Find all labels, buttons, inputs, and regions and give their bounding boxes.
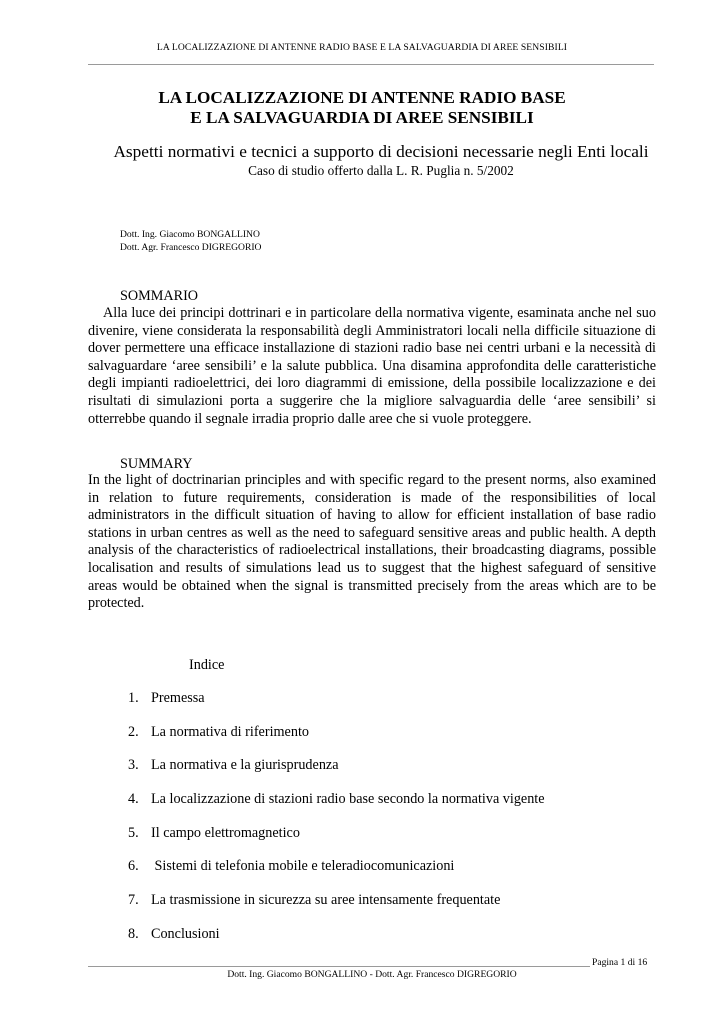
author-2: Dott. Agr. Francesco DIGREGORIO — [120, 241, 262, 253]
table-of-contents — [128, 690, 545, 960]
document-subtitle: Aspetti normativi e tecnici a supporto di decisioni necessarie negli Enti locali — [113, 142, 649, 161]
running-header: LA LOCALIZZAZIONE DI ANTENNE RADIO BASE E LA SALVAGUARDIA DI AREE SENSIBILI — [156, 42, 568, 53]
toc-item — [128, 690, 545, 724]
document-title — [0, 88, 724, 128]
toc-item — [128, 825, 545, 859]
toc-item-number: 7. — [128, 892, 139, 909]
summary-text: In the light of doctrinarian principles and with specific regard to the present norms, also examined in relation to future requirements, consideration is made of the responsibilities of local administrators in the difficult situation of having to allow for efficient installation of base radio stations in urban centres as well as the need to safeguard sensitive areas and public health. A depth analysis of the characteristics of radioelectrical installations, their broadcasting diagrams, possible localisation and results of simulations lead us to suggest that the highest safeguard of sensitive areas would be obtained when the signal is transmitted precisely from the areas which are to be protected. — [88, 472, 656, 612]
toc-item-label: La localizzazione di stazioni radio base secondo la normativa vigente — [151, 791, 545, 808]
header-divider — [88, 64, 654, 65]
case-study-line: Caso di studio offerto dalla L. R. Puglia n. 5/2002 — [248, 163, 514, 178]
toc-item-label: Il campo elettromagnetico — [151, 824, 300, 841]
summary-heading: SUMMARY — [120, 456, 193, 472]
title-line-2: E LA SALVAGUARDIA DI AREE SENSIBILI — [190, 108, 534, 127]
toc-item-number: 5. — [128, 824, 139, 841]
toc-item-label: La normativa e la giurisprudenza — [151, 757, 339, 774]
toc-item-number: 4. — [128, 791, 139, 808]
toc-item — [128, 757, 545, 791]
index-heading: Indice — [189, 657, 225, 673]
toc-item-number: 6. — [128, 858, 139, 875]
sommario-text: Alla luce dei principi dottrinari e in particolare della normativa vigente, esaminata anche nel suo divenire, viene considerata la responsabilità degli Amministratori locali nella difficile situazione di dover permettere una efficace installazione di stazioni radio base nei centri urbani e la necessità di salvaguardare ‘aree sensibili’ e la salute pubblica. Una disamina approfondita delle caratteristiche degli impianti radioelettrici, dei loro diagrammi di emissione, della possibile localizzazione e dei risultati di simulazioni porta a suggerire che la migliore salvaguardia delle ‘aree sensibili’ si otterrebbe quando il segnale irradia proprio dalle aree che si vuole proteggere. — [88, 305, 656, 427]
author-1: Dott. Ing. Giacomo BONGALLINO — [120, 229, 260, 240]
toc-item — [128, 724, 545, 758]
toc-item-number: 3. — [128, 757, 139, 774]
footer-divider — [88, 966, 590, 967]
sommario-heading: SOMMARIO — [120, 288, 199, 304]
page-number: Pagina 1 di 16 — [592, 957, 648, 968]
toc-item-label: Premessa — [151, 690, 205, 706]
toc-item-number: 8. — [128, 925, 139, 942]
toc-item — [128, 892, 545, 926]
toc-item-label: Conclusioni — [151, 925, 220, 942]
toc-item — [128, 791, 545, 825]
toc-item — [128, 926, 545, 960]
toc-item-label: La trasmissione in sicurezza su aree intensamente frequentate — [151, 892, 501, 909]
toc-item — [128, 858, 545, 892]
toc-item-number: 2. — [128, 723, 139, 740]
footer-authors: Dott. Ing. Giacomo BONGALLINO - Dott. Agr. Francesco DIGREGORIO — [227, 969, 517, 980]
title-line-1: LA LOCALIZZAZIONE DI ANTENNE RADIO BASE — [158, 88, 566, 107]
toc-item-number: 1. — [128, 690, 139, 706]
toc-item-label: Sistemi di telefonia mobile e teleradiocomunicazioni — [151, 858, 455, 875]
author-list — [120, 229, 262, 254]
toc-item-label: La normativa di riferimento — [151, 723, 309, 740]
